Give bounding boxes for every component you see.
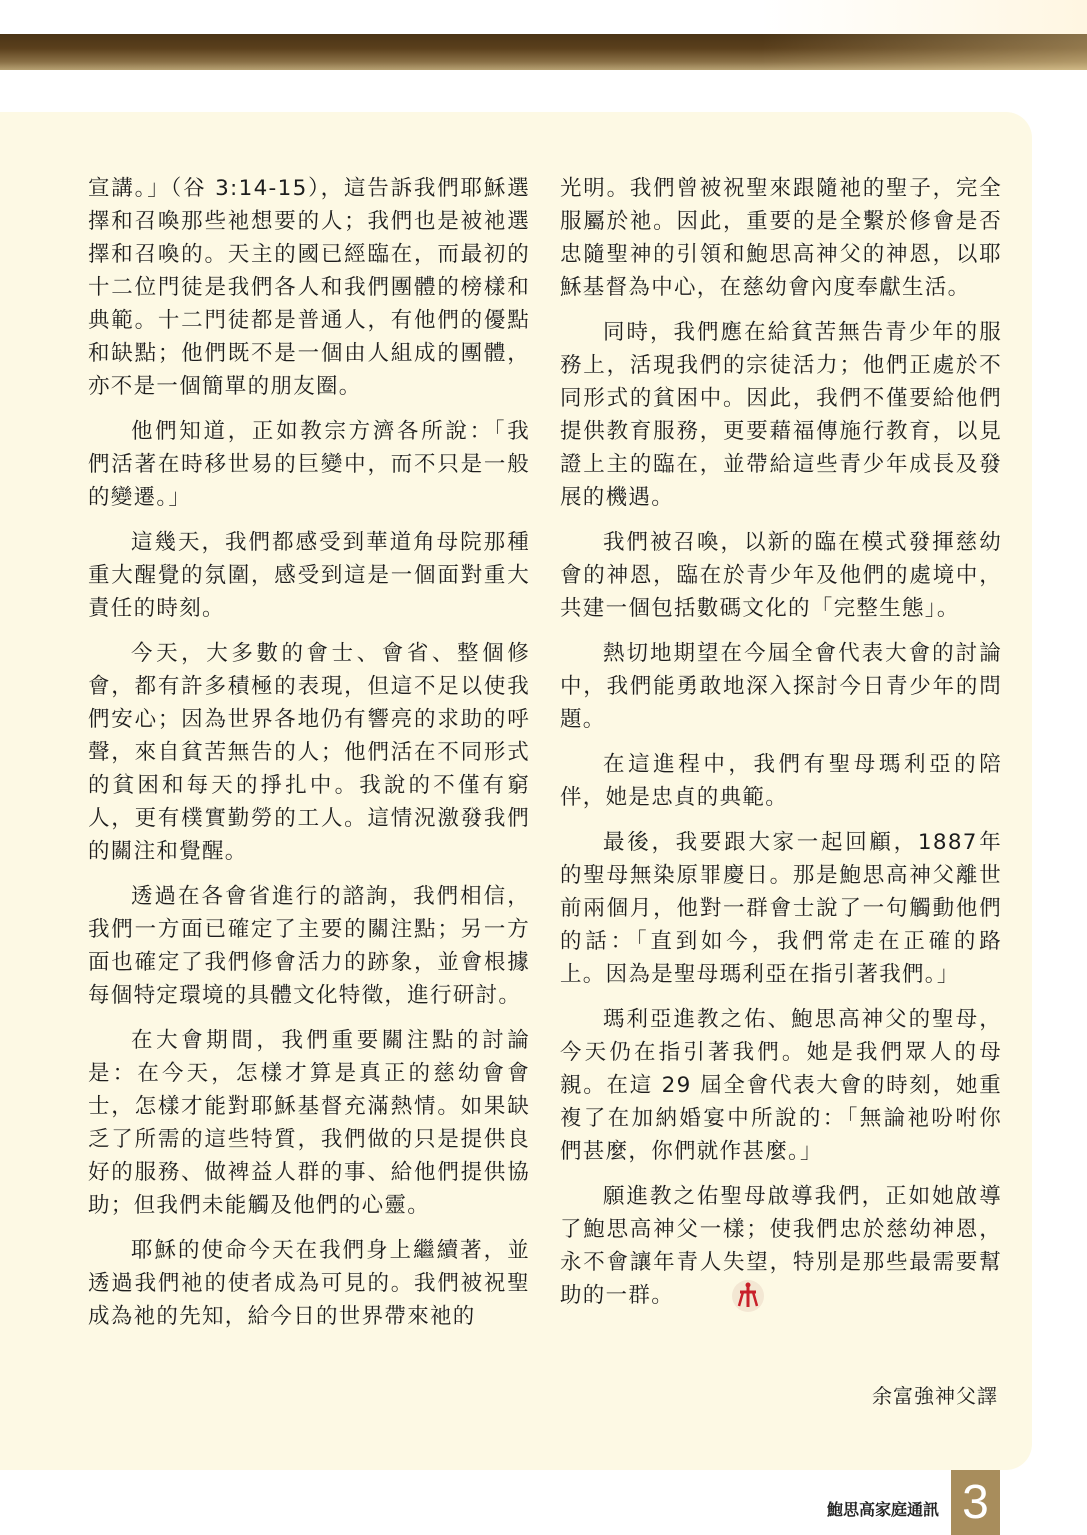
paragraph-text: 願進教之佑聖母啟導我們，正如她啟導了鮑思高神父一樣；使我們忠於慈幼神恩，永不會讓年青人失望，特別是那些最需要幫助的一群。 bbox=[560, 1184, 1002, 1308]
paragraph: 在這進程中，我們有聖母瑪利亞的陪伴，她是忠貞的典範。 bbox=[560, 752, 1002, 810]
translator-credit: 余富強神父譯 bbox=[872, 1384, 998, 1408]
page-number: 3 bbox=[951, 1470, 1000, 1535]
publication-title: 鮑思高家庭通訊 bbox=[826, 1500, 939, 1519]
paragraph: 在大會期間，我們重要關注點的討論是：在今天，怎樣才算是真正的慈幼會會士，怎樣才能對耶穌基督充滿熱情。如果缺乏了所需的這些特質，我們做的只是提供良好的服務、做裨益人群的事、給他們提供協助；但我們未能觸及他們的心靈。 bbox=[88, 1028, 530, 1218]
last-paragraph bbox=[560, 1180, 1002, 1313]
paragraph: 我們被召喚，以新的臨在模式發揮慈幼會的神恩，臨在於青少年及他們的處境中，共建一個包括數碼文化的「完整生態」。 bbox=[560, 530, 1002, 621]
salesian-logo-icon bbox=[688, 1279, 722, 1313]
paragraph: 透過在各會省進行的諮詢，我們相信，我們一方面已確定了主要的關注點；另一方面也確定了我們修會活力的跡象，並會根據每個特定環境的具體文化特徵，進行研討。 bbox=[88, 884, 530, 1008]
paragraph: 這幾天，我們都感受到華道角母院那種重大醒覺的氛圍，感受到這是一個面對重大責任的時刻。 bbox=[88, 530, 530, 621]
right-column bbox=[560, 172, 1002, 1325]
header-band bbox=[0, 0, 1087, 70]
paragraph: 光明。我們曾被祝聖來跟隨祂的聖子，完全服屬於祂。因此，重要的是全繫於修會是否忠隨聖神的引領和鮑思高神父的神恩，以耶穌基督為中心，在慈幼會內度奉獻生活。 bbox=[560, 176, 1002, 300]
paragraph: 瑪利亞進教之佑、鮑思高神父的聖母，今天仍在指引著我們。她是我們眾人的母親。在這 29 屆全會代表大會的時刻，她重複了在加納婚宴中所說的：「無論祂吩咐你們甚麼，你們就作甚麼。」 bbox=[560, 1007, 1002, 1164]
paragraph: 今天，大多數的會士、會省、整個修會，都有許多積極的表現，但這不足以使我們安心；因為世界各地仍有響亮的求助的呼聲，來自貧苦無告的人；他們活在不同形式的貧困和每天的掙扎中。我說的不僅有窮人，更有樸實勤勞的工人。這情況激發我們的關注和覺醒。 bbox=[88, 641, 530, 864]
paragraph: 宣講。」（谷 3:14-15），這告訴我們耶穌選擇和召喚那些祂想要的人；我們也是被祂選擇和召喚的。天主的國已經臨在，而最初的十二位門徒是我們各人和我們團體的榜樣和典範。十二門徒都是普通人，有他們的優點和缺點；他們既不是一個由人組成的團體，亦不是一個簡單的朋友圈。 bbox=[88, 176, 530, 399]
left-column bbox=[88, 172, 530, 1345]
paragraph: 耶穌的使命今天在我們身上繼續著，並透過我們祂的使者成為可見的。我們被祝聖成為祂的先知，給今日的世界帶來祂的 bbox=[88, 1238, 530, 1329]
paragraph: 最後，我要跟大家一起回顧，1887年的聖母無染原罪慶日。那是鮑思高神父離世前兩個月，他對一群會士說了一句觸動他們的話：「直到如今，我們常走在正確的路上。因為是聖母瑪利亞在指引著我們。」 bbox=[560, 830, 1002, 987]
paragraph: 他們知道，正如教宗方濟各所說：「我們活著在時移世易的巨變中，而不只是一般的變遷。」 bbox=[88, 419, 530, 510]
paragraph: 熱切地期望在今屆全會代表大會的討論中，我們能勇敢地深入探討今日青少年的問題。 bbox=[560, 641, 1002, 732]
paragraph: 同時，我們應在給貧苦無告青少年的服務上，活現我們的宗徒活力；他們正處於不同形式的貧困中。因此，我們不僅要給他們提供教育服務，更要藉福傳施行教育，以見證上主的臨在，並帶給這些青少年成長及發展的機遇。 bbox=[560, 320, 1002, 510]
